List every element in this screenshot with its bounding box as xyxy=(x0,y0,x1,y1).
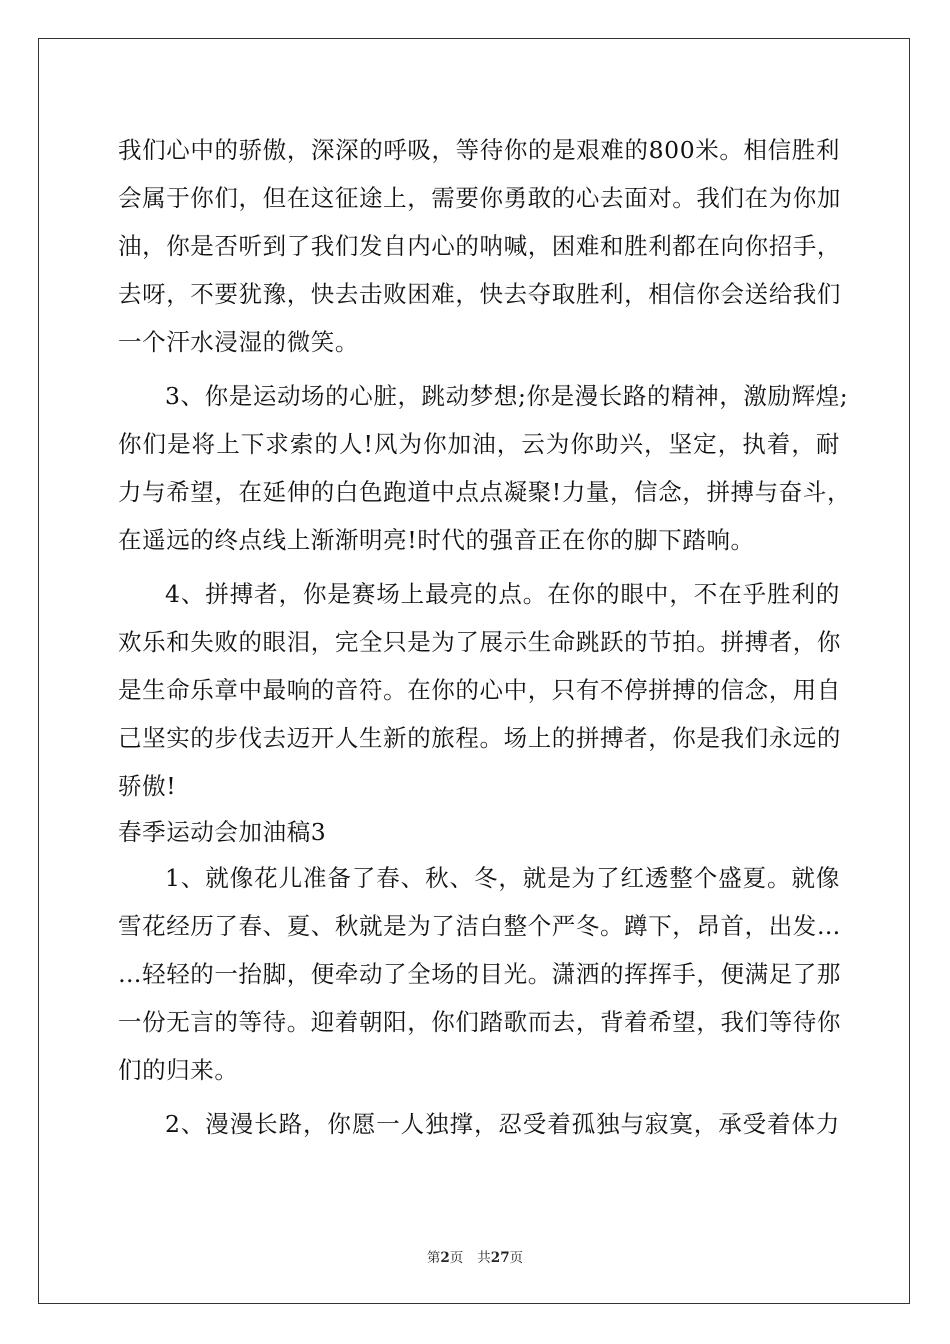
text-line: 我们心中的骄傲，深深的呼吸，等待你的是艰难的800米。相信胜利 xyxy=(118,136,840,164)
text-line: 3、你是运动场的心脏，跳动梦想;你是漫长路的精神，激励辉煌; xyxy=(165,382,849,410)
footer-total-unit: 页 xyxy=(509,1250,524,1266)
text-line: 在遥远的终点线上渐渐明亮!时代的强音正在你的脚下踏响。 xyxy=(118,526,755,554)
footer-page-unit: 页 xyxy=(449,1250,464,1266)
text-line: 力与希望，在延伸的白色跑道中点点凝聚!力量，信念，拼搏与奋斗， xyxy=(118,478,852,506)
paragraph-block-1 xyxy=(118,126,852,810)
footer-total-prefix: 共 xyxy=(477,1250,491,1266)
text-line: 你们是将上下求索的人!风为你加油，云为你助兴，坚定，执着，耐 xyxy=(118,430,840,458)
text-line: 们的归来。 xyxy=(118,1056,239,1084)
footer-prefix: 第 xyxy=(426,1250,441,1266)
text-line: 会属于你们，但在这征途上，需要你勇敢的心去面对。我们在为你加 xyxy=(118,184,841,212)
section-heading: 春季运动会加油稿3 xyxy=(118,818,327,846)
text-line: …轻轻的一抬脚，便牵动了全场的目光。潇洒的挥挥手，便满足了那 xyxy=(118,960,841,988)
text-line: 一份无言的等待。迎着朝阳，你们踏歌而去，背着希望，我们等待你 xyxy=(118,1008,841,1036)
text-line: 雪花经历了春、夏、秋就是为了洁白整个严冬。蹲下，昂首，出发… xyxy=(118,912,841,940)
text-line: 是生命乐章中最响的音符。在你的心中，只有不停拼搏的信念，用自 xyxy=(118,676,841,704)
paragraph-block-2 xyxy=(118,854,840,1148)
document-body xyxy=(118,126,852,1148)
text-line: 己坚实的步伐去迈开人生新的旅程。场上的拼搏者，你是我们永远的 xyxy=(118,724,841,752)
text-line: 1、就像花儿准备了春、秋、冬，就是为了红透整个盛夏。就像 xyxy=(165,864,840,892)
text-line: 去呀，不要犹豫，快去击败困难，快去夺取胜利，相信你会送给我们 xyxy=(118,280,841,308)
footer-page-number: 2 xyxy=(440,1250,450,1266)
page-footer xyxy=(0,1246,950,1266)
text-line: 一个汗水浸湿的微笑。 xyxy=(118,328,359,356)
footer-total-pages: 27 xyxy=(490,1250,510,1266)
text-line: 4、拼搏者，你是赛场上最亮的点。在你的眼中，不在乎胜利的 xyxy=(165,580,840,608)
text-line: 骄傲! xyxy=(118,772,177,800)
text-line: 油，你是否听到了我们发自内心的呐喊，困难和胜利都在向你招手， xyxy=(118,232,841,260)
text-line: 2、漫漫长路，你愿一人独撑，忍受着孤独与寂寞，承受着体力 xyxy=(165,1110,840,1138)
text-line: 欢乐和失败的眼泪，完全只是为了展示生命跳跃的节拍。拼搏者，你 xyxy=(118,628,841,656)
